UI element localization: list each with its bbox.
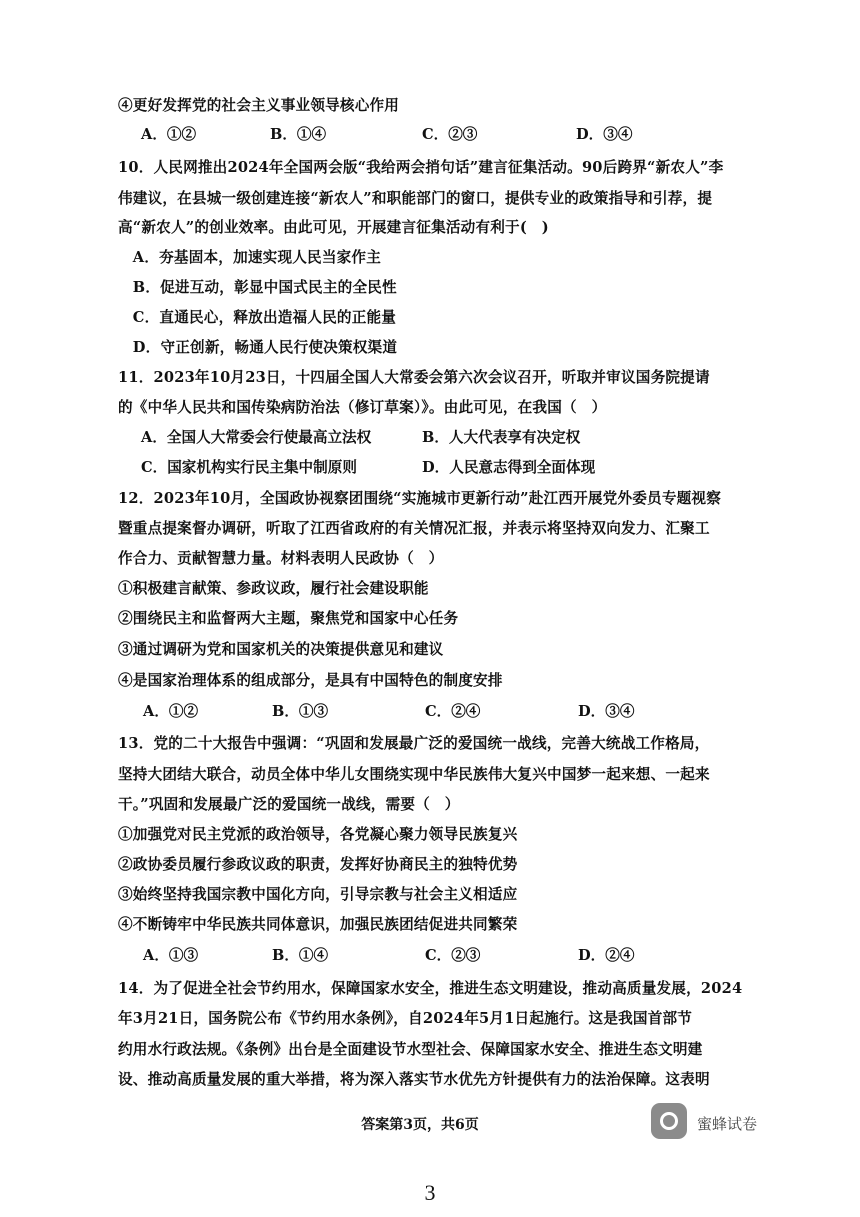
q10-option-a: A．夯基固本，加速实现人民当家作主 [118,249,382,266]
q9-option-b: B．①④ [270,126,327,143]
q12-option-a: A．①② [143,703,199,720]
q9-option-c: C．②③ [422,126,478,143]
q13-stem-line-2: 坚持大团结大联合，动员全体中华儿女围绕实现中华民族伟大复兴中国梦一起来想、一起来 [118,766,710,783]
q12-stem-line-1: 12．2023年10月，全国政协视察团围绕“实施城市更新行动”赴江西开展党外委员专题视察 [118,490,722,507]
brand-name: 蜜蜂试卷 [697,1115,758,1133]
q10-option-b: B．促进互动，彰显中国式民主的全民性 [118,279,397,296]
q11-option-a: A．全国人大常委会行使最高立法权 [141,429,372,446]
q14-stem-line-3: 约用水行政法规。《条例》出台是全面建设节水型社会、保障国家水安全、推进生态文明建 [118,1041,703,1058]
q13-option-c: C．②③ [425,947,481,964]
q9-option-a: A．①② [141,126,197,143]
q12-option-b: B．①③ [272,703,329,720]
q14-stem-line-2: 年3月21日，国务院公布《节约用水条例》，自2024年5月1日起施行。这是我国首部节 [118,1010,693,1027]
q13-statement-2: ②政协委员履行参政议政的职责，发挥好协商民主的独特优势 [118,856,518,873]
q12-option-d: D．③④ [578,703,635,720]
q10-stem-line-1: 10．人民网推出2024年全国两会版“我给两会捎句话”建言征集活动。90后跨界“新农人”李 [118,159,724,176]
q13-statement-1: ①加强党对民主党派的政治领导，各党凝心聚力领导民族复兴 [118,826,518,843]
q10-option-c: C．直通民心，释放出造福人民的正能量 [118,309,397,326]
q13-statement-3: ③始终坚持我国宗教中国化方向，引导宗教与社会主义相适应 [118,886,518,903]
q13-option-b: B．①④ [272,947,329,964]
page-number: 3 [424,1180,436,1205]
q12-statement-1: ①积极建言献策、参政议政，履行社会建设职能 [118,580,429,597]
q14-stem-line-1: 14．为了促进全社会节约用水，保障国家水安全，推进生态文明建设，推动高质量发展，2024 [118,980,743,997]
q12-option-c: C．②④ [425,703,481,720]
q13-statement-4: ④不断铸牢中华民族共同体意识，加强民族团结促进共同繁荣 [118,916,518,933]
q11-stem-line-1: 11．2023年10月23日，十四届全国人大常委会第六次会议召开，听取并审议国务院提请 [118,369,710,386]
q12-statement-4: ④是国家治理体系的组成部分，是具有中国特色的制度安排 [118,672,503,689]
q10-stem-line-3: 高“新农人”的创业效率。由此可见，开展建言征集活动有利于( ) [118,219,549,236]
q10-stem-line-2: 伟建议，在县城一级创建连接“新农人”和职能部门的窗口，提供专业的政策指导和引荐，提 [118,190,713,207]
q12-stem-line-2: 暨重点提案督办调研，听取了江西省政府的有关情况汇报，并表示将坚持双向发力、汇聚工 [118,520,710,537]
q12-stem-line-3: 作合力、贡献智慧力量。材料表明人民政协（ ） [118,550,444,567]
q14-stem-line-4: 设、推动高质量发展的重大举措，将为深入落实节水优先方针提供有力的法治保障。这表明 [118,1071,710,1088]
brand-logo-icon [651,1103,687,1139]
q9-statement-4: ④更好发挥党的社会主义事业领导核心作用 [118,97,400,114]
q13-option-d: D．②④ [578,947,635,964]
q12-statement-2: ②围绕民主和监督两大主题，聚焦党和国家中心任务 [118,610,459,627]
q13-option-a: A．①③ [143,947,199,964]
q11-option-b: B．人大代表享有决定权 [422,429,581,446]
q11-option-c: C．国家机构实行民主集中制原则 [141,459,357,476]
q13-stem-line-3: 干。”巩固和发展最广泛的爱国统一战线，需要（ ） [118,796,460,813]
q9-option-d: D．③④ [576,126,633,143]
q11-option-d: D．人民意志得到全面体现 [422,459,596,476]
q11-stem-line-2: 的《中华人民共和国传染病防治法（修订草案）》。由此可见，在我国（ ） [118,399,607,416]
page-label: 答案第3页，共6页 [361,1117,479,1133]
q10-option-d: D．守正创新，畅通人民行使决策权渠道 [118,339,398,356]
q13-stem-line-1: 13．党的二十大报告中强调：“巩固和发展最广泛的爱国统一战线，完善大统战工作格局， [118,735,710,752]
q12-statement-3: ③通过调研为党和国家机关的决策提供意见和建议 [118,641,444,658]
